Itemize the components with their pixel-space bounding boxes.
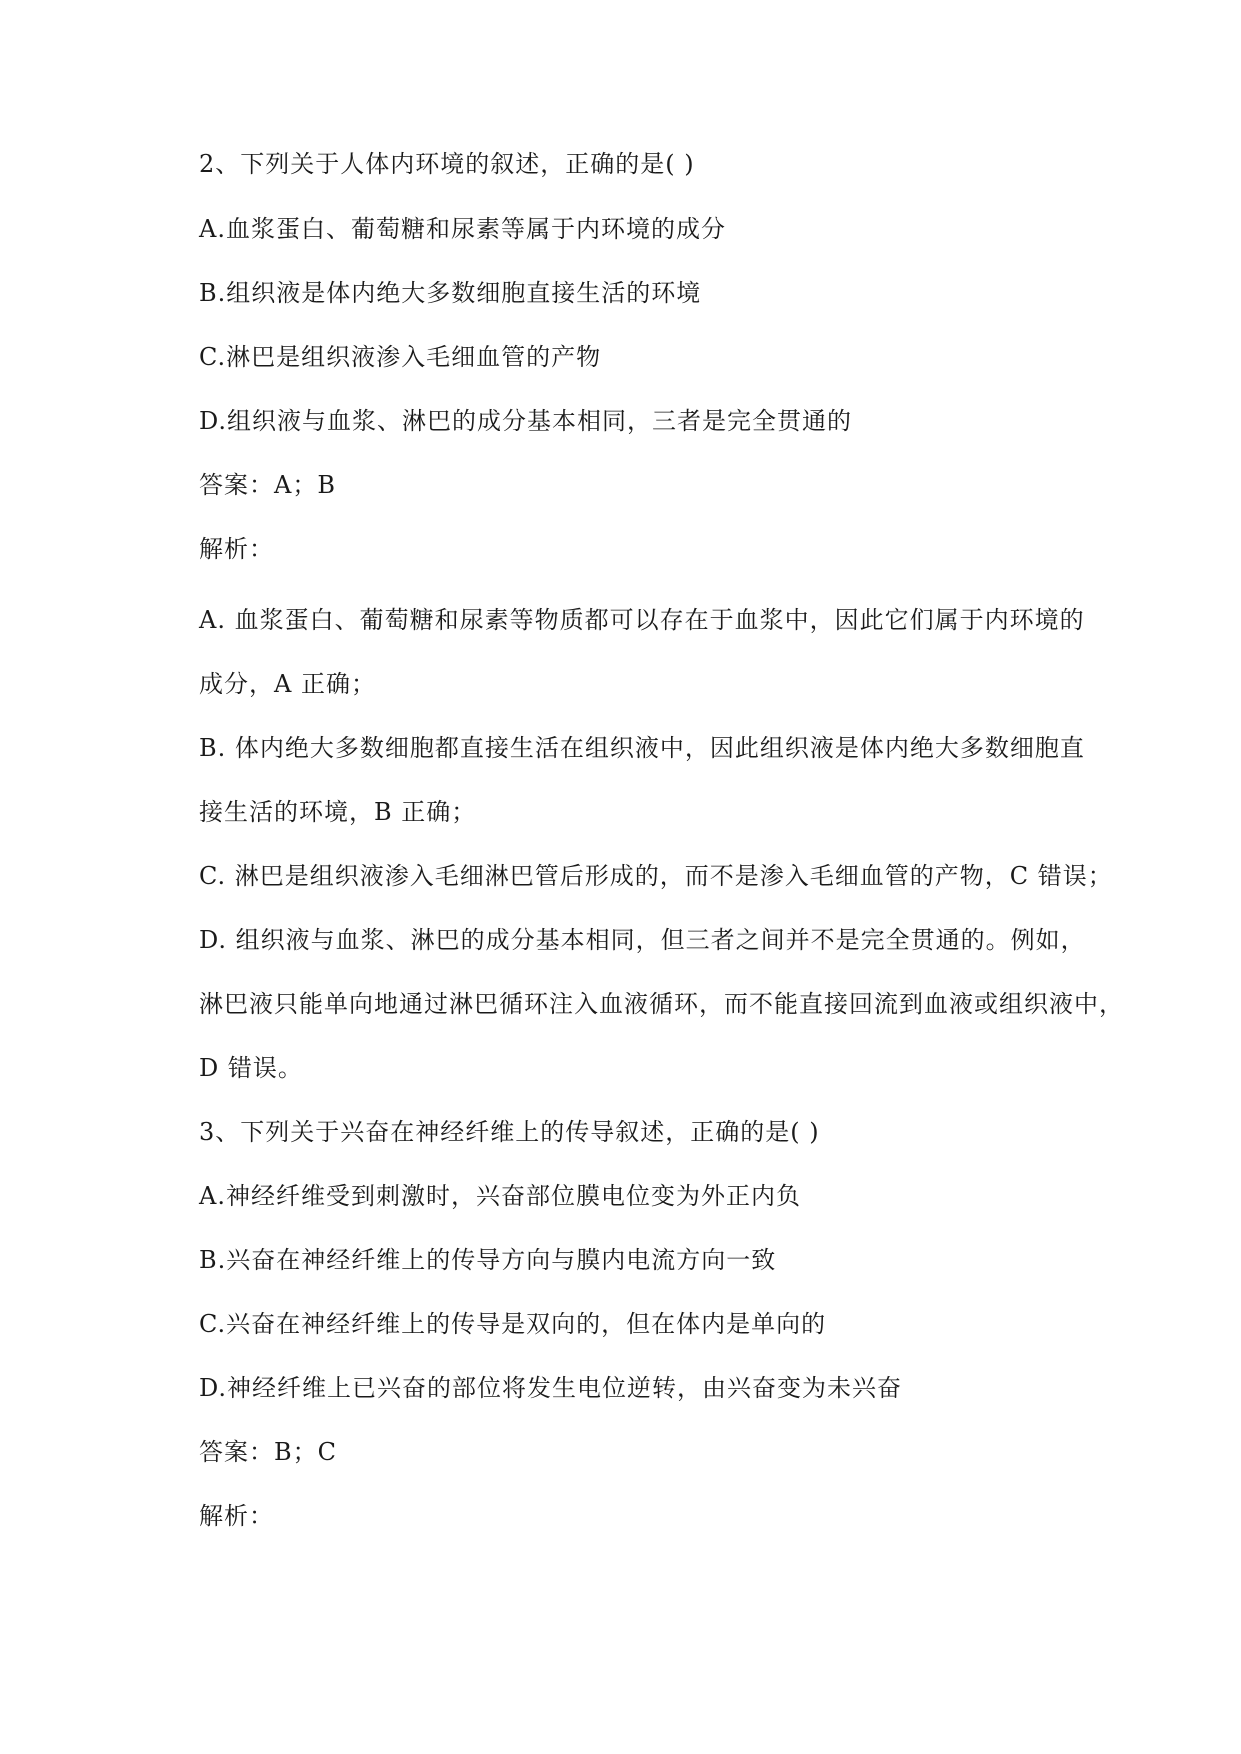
q2-question: 2、下列关于人体内环境的叙述，正确的是( ) <box>199 150 695 178</box>
q2-analysis-line: A. 血浆蛋白、葡萄糖和尿素等物质都可以存在于血浆中，因此它们属于内环境的 <box>199 606 1085 634</box>
q2-option-a: A.血浆蛋白、葡萄糖和尿素等属于内环境的成分 <box>199 215 726 243</box>
q3-answer: 答案：B；C <box>199 1438 337 1466</box>
q2-option-b: B.组织液是体内绝大多数细胞直接生活的环境 <box>199 279 702 307</box>
q2-analysis-label: 解析： <box>199 535 274 563</box>
q3-option-b: B.兴奋在神经纤维上的传导方向与膜内电流方向一致 <box>199 1246 777 1274</box>
q3-option-c: C.兴奋在神经纤维上的传导是双向的，但在体内是单向的 <box>199 1310 827 1338</box>
q2-analysis-line: 成分，A 正确； <box>199 670 376 698</box>
q3-option-a: A.神经纤维受到刺激时，兴奋部位膜电位变为外正内负 <box>199 1182 801 1210</box>
q2-analysis-line: B. 体内绝大多数细胞都直接生活在组织液中，因此组织液是体内绝大多数细胞直 <box>199 734 1085 762</box>
q2-option-d: D.组织液与血浆、淋巴的成分基本相同，三者是完全贯通的 <box>199 407 853 435</box>
q2-answer: 答案：A；B <box>199 471 336 499</box>
q2-option-c: C.淋巴是组织液渗入毛细血管的产物 <box>199 343 602 371</box>
q2-analysis-line: 接生活的环境，B 正确； <box>199 798 477 826</box>
q2-analysis-line: D 错误。 <box>199 1054 303 1082</box>
q2-analysis-line: C. 淋巴是组织液渗入毛细淋巴管后形成的，而不是渗入毛细血管的产物，C 错误； <box>199 862 1113 890</box>
q3-option-d: D.神经纤维上已兴奋的部位将发生电位逆转，由兴奋变为未兴奋 <box>199 1374 903 1402</box>
q3-analysis-label: 解析： <box>199 1502 274 1530</box>
q3-question: 3、下列关于兴奋在神经纤维上的传导叙述，正确的是( ) <box>199 1118 820 1146</box>
q2-analysis-line: D. 组织液与血浆、淋巴的成分基本相同，但三者之间并不是完全贯通的。例如， <box>199 926 1086 954</box>
q2-analysis-line: 淋巴液只能单向地通过淋巴循环注入血液循环，而不能直接回流到血液或组织液中， <box>199 990 1124 1018</box>
